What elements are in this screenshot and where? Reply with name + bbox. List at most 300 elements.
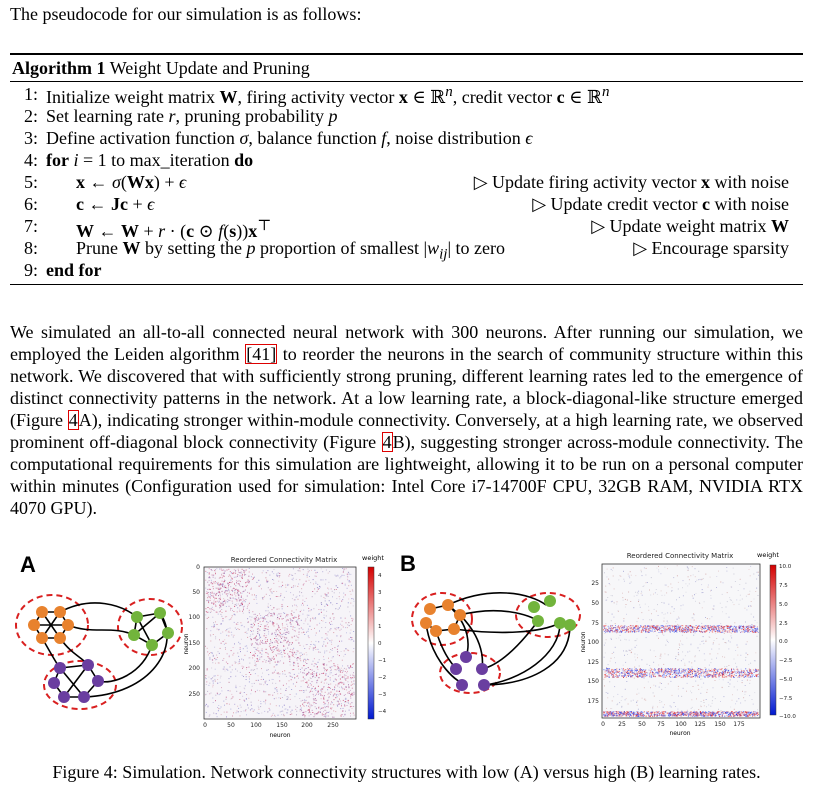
- heatmap-cell: [270, 647, 271, 648]
- heatmap-cell: [341, 651, 342, 652]
- heatmap-cell: [693, 632, 694, 633]
- heatmap-cell: [633, 627, 634, 628]
- heatmap-cell: [231, 572, 232, 573]
- heatmap-cell: [611, 658, 612, 659]
- heatmap-cell: [292, 655, 293, 656]
- heatmap-cell: [639, 628, 640, 629]
- heatmap-cell: [708, 627, 709, 628]
- heatmap-cell: [685, 675, 686, 676]
- heatmap-cell: [628, 626, 629, 627]
- heatmap-cell: [323, 597, 324, 598]
- heatmap-cell: [217, 612, 218, 613]
- heatmap-cell: [218, 602, 219, 603]
- heatmap-cell: [219, 694, 220, 695]
- heatmap-cell: [254, 577, 255, 578]
- heatmap-cell: [731, 673, 732, 674]
- heatmap-cell: [318, 707, 319, 708]
- heatmap-cell: [209, 580, 210, 581]
- heatmap-cell: [611, 620, 612, 621]
- heatmap-cell: [291, 689, 292, 690]
- heatmap-cell: [728, 682, 729, 683]
- heatmap-cell: [293, 618, 294, 619]
- heatmap-cell: [319, 631, 320, 632]
- heatmap-cell: [337, 587, 338, 588]
- heatmap-cell: [269, 612, 270, 613]
- heatmap-cell: [346, 675, 347, 676]
- heatmap-cell: [610, 672, 611, 673]
- heatmap-cell: [248, 582, 249, 583]
- heatmap-cell: [287, 629, 288, 630]
- heatmap-cell: [328, 676, 329, 677]
- heatmap-cell: [316, 633, 317, 634]
- heatmap-cell: [651, 628, 652, 629]
- heatmap-cell: [679, 631, 680, 632]
- heatmap-cell: [618, 611, 619, 612]
- heatmap-cell: [687, 652, 688, 653]
- heatmap-cell: [330, 684, 331, 685]
- heatmap-cell: [256, 665, 257, 666]
- heatmap-cell: [296, 711, 297, 712]
- heatmap-cell: [744, 628, 745, 629]
- heatmap-cell: [351, 639, 352, 640]
- heatmap-cell: [331, 709, 332, 710]
- heatmap-cell: [753, 670, 754, 671]
- heatmap-cell: [610, 632, 611, 633]
- heatmap-cell: [238, 663, 239, 664]
- heatmap-cell: [742, 691, 743, 692]
- heatmap-cell: [269, 595, 270, 596]
- heatmap-cell: [666, 627, 667, 628]
- heatmap-cell: [647, 664, 648, 665]
- heatmap-cell: [699, 676, 700, 677]
- heatmap-cell: [342, 568, 343, 569]
- heatmap-cell: [207, 589, 208, 590]
- heatmap-cell: [719, 673, 720, 674]
- heatmap-cell: [318, 712, 319, 713]
- heatmap-cell: [350, 603, 351, 604]
- heatmap-cell: [238, 642, 239, 643]
- heatmap-cell: [269, 694, 270, 695]
- heatmap-cell: [623, 665, 624, 666]
- heatmap-cell: [237, 622, 238, 623]
- heatmap-cell: [628, 676, 629, 677]
- heatmap-cell: [269, 710, 270, 711]
- heatmap-cell: [284, 695, 285, 696]
- heatmap-cell: [232, 603, 233, 604]
- heatmap-cell: [745, 629, 746, 630]
- heatmap-cell: [338, 627, 339, 628]
- heatmap-cell: [289, 659, 290, 660]
- heatmap-cell: [706, 673, 707, 674]
- heatmap-cell: [623, 618, 624, 619]
- heatmap-cell: [260, 630, 261, 631]
- heatmap-cell: [749, 569, 750, 570]
- heatmap-cell: [265, 619, 266, 620]
- heatmap-cell: [347, 671, 348, 672]
- heatmap-cell: [750, 627, 751, 628]
- heatmap-cell: [217, 693, 218, 694]
- xtick: 200: [301, 722, 313, 729]
- heatmap-cell: [630, 676, 631, 677]
- heatmap-cell: [269, 661, 270, 662]
- heatmap-cell: [612, 653, 613, 654]
- line-code: c ← Jc + ϵ: [76, 194, 155, 214]
- heatmap-cell: [334, 617, 335, 618]
- heatmap-cell: [609, 583, 610, 584]
- heatmap-cell: [309, 687, 310, 688]
- heatmap-cell: [623, 571, 624, 572]
- paragraph-text: B), suggesting stronger across-module connectivity. The computational requirements for this simulation are lightweight, allowing it to be run on a personal computer within minutes (Configuration used for simulation: Intel Core i7-14700F CPU, 32GB RAM, NVIDIA RTX 4070 GPU).: [10, 432, 803, 518]
- heatmap-cell: [627, 627, 628, 628]
- heatmap-cell: [625, 674, 626, 675]
- heatmap-cell: [667, 622, 668, 623]
- heatmap-cell: [686, 638, 687, 639]
- heatmap-cell: [348, 700, 349, 701]
- heatmap-cell: [276, 591, 277, 592]
- heatmap-cell: [292, 652, 293, 653]
- heatmap-cell: [230, 571, 231, 572]
- heatmap-cell: [290, 714, 291, 715]
- heatmap-cell: [328, 700, 329, 701]
- heatmap-cell: [271, 592, 272, 593]
- heatmap-cell: [297, 637, 298, 638]
- heatmap-cell: [325, 692, 326, 693]
- heatmap-cell: [306, 598, 307, 599]
- heatmap-cell: [282, 585, 283, 586]
- heatmap-cell: [661, 590, 662, 591]
- heatmap-cell: [274, 715, 275, 716]
- heatmap-cell: [251, 631, 252, 632]
- heatmap-cell: [339, 703, 340, 704]
- heatmap-cell: [713, 675, 714, 676]
- heatmap-cell: [693, 676, 694, 677]
- heatmap-cell: [272, 616, 273, 617]
- heatmap-cell: [683, 628, 684, 629]
- heatmap-cell: [650, 650, 651, 651]
- heatmap-cell: [696, 580, 697, 581]
- heatmap-cell: [757, 628, 758, 629]
- heatmap-cell: [718, 629, 719, 630]
- heatmap-cell: [303, 690, 304, 691]
- heatmap-cell: [218, 705, 219, 706]
- heatmap-cell: [306, 581, 307, 582]
- heatmap-cell: [731, 675, 732, 676]
- heatmap-cell: [692, 617, 693, 618]
- heatmap-cell: [276, 687, 277, 688]
- heatmap-cell: [236, 691, 237, 692]
- heatmap-cell: [666, 623, 667, 624]
- heatmap-cell: [275, 716, 276, 717]
- heatmap-cell: [745, 712, 746, 713]
- heatmap-cell: [310, 644, 311, 645]
- heatmap-cell: [679, 597, 680, 598]
- heatmap-cell: [684, 665, 685, 666]
- algorithm-line: [0, 216, 803, 241]
- heatmap-cell: [668, 654, 669, 655]
- heatmap-cell: [674, 671, 675, 672]
- heatmap-cell: [230, 672, 231, 673]
- heatmap-cell: [296, 620, 297, 621]
- heatmap-cell: [277, 650, 278, 651]
- figure-ref-link[interactable]: 4: [382, 432, 392, 452]
- heatmap-cell: [328, 596, 329, 597]
- heatmap-cell: [306, 668, 307, 669]
- heatmap-cell: [695, 655, 696, 656]
- heatmap-cell: [314, 713, 315, 714]
- heatmap-cell: [695, 677, 696, 678]
- heatmap-cell: [703, 578, 704, 579]
- heatmap-cell: [298, 615, 299, 616]
- heatmap-cell: [351, 585, 352, 586]
- heatmap-cell: [266, 615, 267, 616]
- heatmap-cell: [694, 656, 695, 657]
- heatmap-cell: [247, 606, 248, 607]
- heatmap-cell: [748, 664, 749, 665]
- heatmap-cell: [682, 625, 683, 626]
- heatmap-cell: [300, 660, 301, 661]
- heatmap-cell: [316, 700, 317, 701]
- heatmap-cell: [209, 659, 210, 660]
- heatmap-cell: [660, 671, 661, 672]
- heatmap-cell: [707, 689, 708, 690]
- heatmap-cell: [633, 607, 634, 608]
- heatmap-cell: [212, 681, 213, 682]
- heatmap-cell: [297, 707, 298, 708]
- heatmap-cell: [353, 713, 354, 714]
- heatmap-cell: [274, 613, 275, 614]
- figure-ref-link[interactable]: 4: [68, 410, 78, 430]
- heatmap-cell: [348, 585, 349, 586]
- heatmap-cell: [240, 705, 241, 706]
- heatmap-cell: [307, 624, 308, 625]
- heatmap-cell: [308, 631, 309, 632]
- heatmap-cell: [318, 641, 319, 642]
- heatmap-cell: [625, 599, 626, 600]
- heatmap-cell: [615, 632, 616, 633]
- heatmap-cell: [735, 672, 736, 673]
- algorithm-line: [0, 260, 803, 282]
- heatmap-cell: [238, 598, 239, 599]
- heatmap-cell: [695, 601, 696, 602]
- heatmap-cell: [633, 631, 634, 632]
- heatmap-cell: [678, 582, 679, 583]
- heatmap-cell: [340, 701, 341, 702]
- heatmap-cell: [755, 591, 756, 592]
- heatmap-cell: [641, 570, 642, 571]
- heatmap-cell: [329, 711, 330, 712]
- heatmap-cell: [680, 673, 681, 674]
- heatmap-cell: [699, 631, 700, 632]
- heatmap-cell: [726, 571, 727, 572]
- heatmap-cell: [703, 592, 704, 593]
- heatmap-cell: [351, 702, 352, 703]
- heatmap-cell: [278, 672, 279, 673]
- heatmap-cell: [342, 660, 343, 661]
- heatmap-cell: [645, 625, 646, 626]
- heatmap-cell: [351, 681, 352, 682]
- heatmap-cell: [234, 635, 235, 636]
- heatmap-cell: [288, 645, 289, 646]
- heatmap-cell: [304, 678, 305, 679]
- heatmap-cell: [672, 631, 673, 632]
- heatmap-cell: [699, 673, 700, 674]
- heatmap-cell: [307, 682, 308, 683]
- heatmap-cell: [340, 693, 341, 694]
- heatmap-cell: [326, 683, 327, 684]
- heatmap-cell: [619, 671, 620, 672]
- heatmap-cell: [257, 650, 258, 651]
- heatmap-cell: [638, 631, 639, 632]
- heatmap-cell: [706, 675, 707, 676]
- heatmap-cell: [224, 587, 225, 588]
- heatmap-cell: [719, 631, 720, 632]
- heatmap-cell: [634, 596, 635, 597]
- heatmap-cell: [668, 626, 669, 627]
- heatmap-cell: [723, 672, 724, 673]
- heatmap-cell: [294, 612, 295, 613]
- heatmap-cell: [749, 673, 750, 674]
- heatmap-cell: [610, 629, 611, 630]
- heatmap-cell: [341, 686, 342, 687]
- heatmap-cell: [638, 628, 639, 629]
- heatmap-cell: [335, 669, 336, 670]
- heatmap-cell: [331, 642, 332, 643]
- heatmap-cell: [664, 675, 665, 676]
- heatmap-cell: [604, 633, 605, 634]
- heatmap-cell: [226, 606, 227, 607]
- heatmap-cell: [222, 581, 223, 582]
- heatmap-cell: [223, 575, 224, 576]
- heatmap-cell: [205, 675, 206, 676]
- heatmap-cell: [283, 646, 284, 647]
- heatmap-cell: [259, 690, 260, 691]
- heatmap-cell: [316, 703, 317, 704]
- heatmap-cell: [290, 699, 291, 700]
- heatmap-cell: [330, 680, 331, 681]
- heatmap-cell: [660, 655, 661, 656]
- heatmap-cell: [321, 682, 322, 683]
- heatmap-cell: [627, 675, 628, 676]
- heatmap-cell: [347, 627, 348, 628]
- heatmap-cell: [741, 670, 742, 671]
- heatmap-cell: [640, 676, 641, 677]
- heatmap-cell: [211, 668, 212, 669]
- heatmap-cell: [221, 569, 222, 570]
- heatmap-cell: [709, 665, 710, 666]
- heatmap-cell: [657, 626, 658, 627]
- heatmap-cell: [744, 630, 745, 631]
- heatmap-cell: [653, 628, 654, 629]
- heatmap-cell: [282, 599, 283, 600]
- heatmap-cell: [269, 646, 270, 647]
- heatmap-cell: [696, 673, 697, 674]
- heatmap-cell: [755, 620, 756, 621]
- heatmap-cell: [712, 703, 713, 704]
- heatmap-cell: [718, 571, 719, 572]
- heatmap-cell: [665, 687, 666, 688]
- heatmap-cell: [681, 605, 682, 606]
- heatmap-cell: [313, 676, 314, 677]
- heatmap-cell: [304, 583, 305, 584]
- heatmap-cell: [701, 706, 702, 707]
- heatmap-cell: [308, 611, 309, 612]
- heatmap-cell: [710, 706, 711, 707]
- heatmap-cell: [614, 630, 615, 631]
- heatmap-cell: [323, 667, 324, 668]
- heatmap-cell: [672, 587, 673, 588]
- heatmap-cell: [700, 669, 701, 670]
- heatmap-cell: [681, 677, 682, 678]
- heatmap-cell: [732, 672, 733, 673]
- heatmap-cell: [237, 592, 238, 593]
- heatmap-cell: [735, 703, 736, 704]
- heatmap-cell: [315, 695, 316, 696]
- heatmap-cell: [707, 629, 708, 630]
- heatmap-cell: [239, 661, 240, 662]
- heatmap-cell: [705, 669, 706, 670]
- heatmap-cell: [622, 626, 623, 627]
- heatmap-cell: [290, 665, 291, 666]
- heatmap-cell: [288, 576, 289, 577]
- heatmap-cell: [700, 579, 701, 580]
- heatmap-cell: [334, 647, 335, 648]
- heatmap-cell: [604, 674, 605, 675]
- heatmap-cell: [611, 601, 612, 602]
- heatmap-cell: [722, 672, 723, 673]
- heatmap-cell: [656, 568, 657, 569]
- heatmap-cell: [235, 676, 236, 677]
- heatmap-cell: [608, 631, 609, 632]
- heatmap-cell: [295, 631, 296, 632]
- algorithm-name: Weight Update and Pruning: [109, 58, 310, 78]
- heatmap-cell: [653, 662, 654, 663]
- heatmap-cell: [277, 619, 278, 620]
- heatmap-cell: [707, 618, 708, 619]
- heatmap-cell: [612, 595, 613, 596]
- heatmap-cell: [710, 653, 711, 654]
- heatmap-cell: [220, 676, 221, 677]
- heatmap-cell: [284, 613, 285, 614]
- heatmap-cell: [312, 596, 313, 597]
- heatmap-cell: [254, 647, 255, 648]
- heatmap-cell: [245, 590, 246, 591]
- heatmap-cell: [277, 629, 278, 630]
- heatmap-cell: [625, 632, 626, 633]
- heatmap-cell: [644, 678, 645, 679]
- heatmap-cell: [625, 689, 626, 690]
- heatmap-cell: [291, 626, 292, 627]
- heatmap-cell: [334, 694, 335, 695]
- heatmap-cell: [617, 671, 618, 672]
- heatmap-cell: [269, 643, 270, 644]
- heatmap-cell: [719, 669, 720, 670]
- heatmap-cell: [329, 652, 330, 653]
- heatmap-cell: [753, 675, 754, 676]
- heatmap-cell: [322, 646, 323, 647]
- heatmap-cell: [738, 698, 739, 699]
- heatmap-cell: [282, 604, 283, 605]
- heatmap-cell: [266, 681, 267, 682]
- heatmap-cell: [758, 572, 759, 573]
- heatmap-cell: [684, 669, 685, 670]
- heatmap-cell: [234, 606, 235, 607]
- heatmap-cell: [213, 702, 214, 703]
- heatmap-cell: [288, 655, 289, 656]
- heatmap-cell: [221, 687, 222, 688]
- heatmap-cell: [324, 659, 325, 660]
- heatmap-cell: [220, 648, 221, 649]
- citation-link[interactable]: [41]: [246, 344, 277, 364]
